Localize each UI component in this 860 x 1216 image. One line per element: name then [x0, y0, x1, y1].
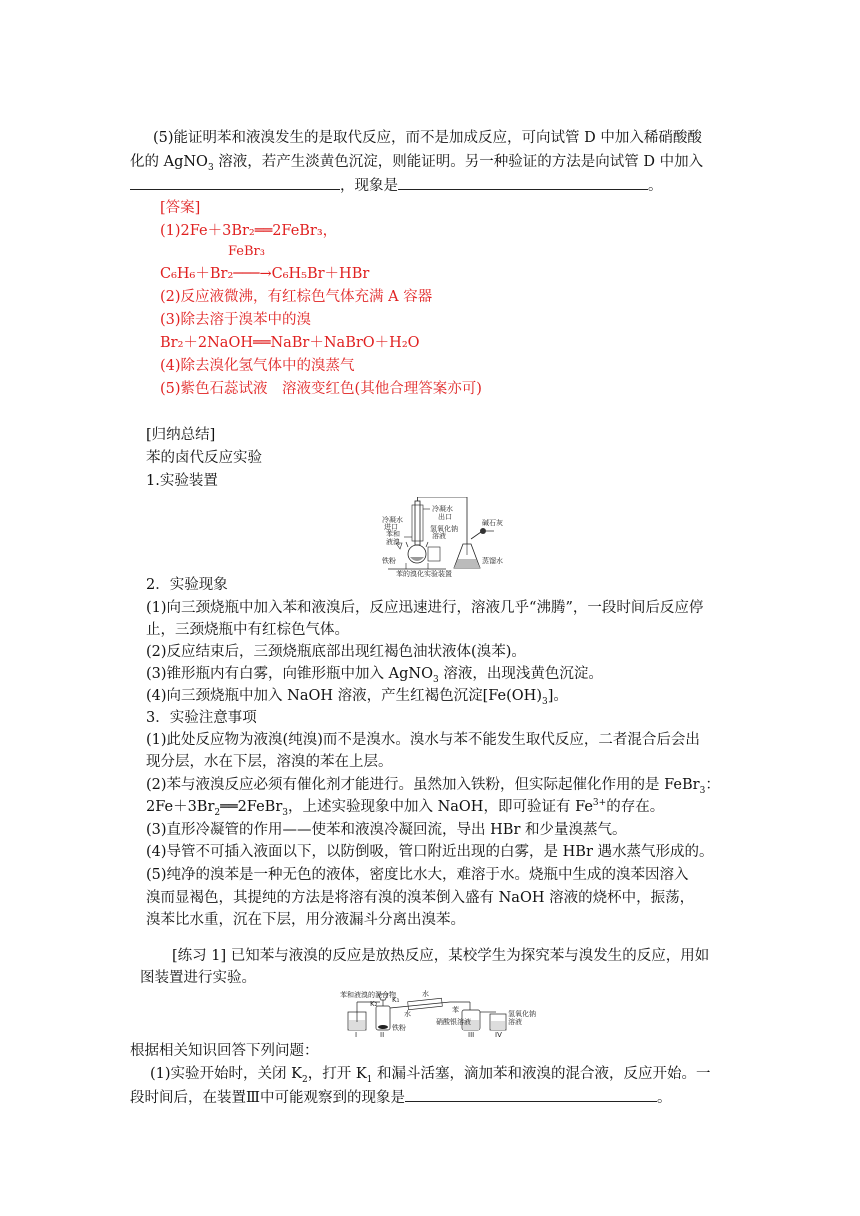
- subscript: 2: [301, 1074, 308, 1085]
- text: 和漏斗活塞，滴加苯和液溴的混合液，反应开始。一: [372, 1066, 711, 1082]
- label-II: II: [380, 1031, 385, 1038]
- superscript: 3+: [592, 798, 607, 809]
- note-1: (1)此处反应物为液溴(纯溴)而不是溴水。溴水与苯不能发生取代反应，二者混合后会出: [146, 732, 700, 748]
- subscript: 3: [432, 674, 439, 685]
- practice-q1-line-2: [130, 1087, 671, 1108]
- text: (4)向三颈烧瓶中加入 NaOH 溶液，产生红褐色沉淀[Fe(OH): [146, 688, 542, 704]
- water-label: 水: [422, 990, 429, 998]
- k2-label: K₂: [370, 1000, 378, 1008]
- catalyst-label: FeBr₃: [228, 244, 265, 259]
- iron-powder-label: 铁粉: [392, 1024, 406, 1032]
- q5-line-3: [130, 175, 663, 196]
- q5-line-2: [130, 152, 703, 172]
- note-4: (4)导管不可插入液面以下，以防倒吸，管口附近出现的白雾，是 HBr 遇水蒸气形成的。: [146, 844, 714, 860]
- subscript: 3: [541, 696, 548, 707]
- naoh-label: 氢氧化钠: [508, 1010, 536, 1018]
- benzene-label: 苯和: [386, 530, 400, 538]
- water-label: 水: [404, 1010, 411, 1018]
- practice-line-3: 根据相关知识回答下列问题：: [130, 1043, 319, 1059]
- answer-5: (5)紫色石蕊试液 溶液变红色(其他合理答案亦可): [160, 381, 482, 397]
- text: ：: [705, 777, 720, 793]
- benzene-label: 苯: [452, 1006, 459, 1014]
- text: ]。: [547, 688, 568, 704]
- naoh-label: 氢氧化钠: [430, 525, 458, 533]
- text: ，上述实验现象中加入 NaOH，即可验证有 Fe: [287, 799, 593, 815]
- note-1-cont: 现分层，水在下层，溶溴的苯在上层。: [146, 754, 393, 770]
- note-5-cont: 溴而显褐色，其提纯的方法是将溶有溴的溴苯倒入盛有 NaOH 溶液的烧杯中，振荡，: [146, 890, 695, 906]
- k1-label: K₁: [392, 996, 400, 1004]
- answer-blank[interactable]: [130, 175, 340, 190]
- condenser-water-out-label: 冷凝水: [432, 505, 453, 513]
- answer-3-equation: Br₂＋2NaOH══NaBr＋NaBrO＋H₂O: [160, 335, 420, 351]
- q5-text: 。: [648, 178, 663, 194]
- phenomenon-2: (2)反应结束后，三颈烧瓶底部出现红褐色油状液体(溴苯)。: [146, 644, 526, 660]
- practice-line-1: [练习 1] 已知苯与液溴的反应是放热反应，某校学生为探究苯与溴发生的反应，用如: [172, 948, 710, 964]
- distilled-water-label: 蒸馏水: [482, 557, 503, 565]
- section-2-heading: 2．实验现象: [146, 577, 228, 593]
- summary-title: 苯的卤代反应实验: [146, 450, 262, 466]
- note-2: [146, 775, 720, 795]
- q5-text: 化的 AgNO: [130, 154, 208, 170]
- text: 段时间后，在装置Ⅲ中可能观察到的现象是: [130, 1090, 405, 1106]
- text: (1)实验开始时，关闭 K: [150, 1066, 302, 1082]
- label-IV: IV: [495, 1031, 502, 1038]
- answer-blank[interactable]: [398, 175, 648, 190]
- mixture-label: 苯和液溴的混合物: [340, 991, 396, 999]
- inlet-label: 进口: [384, 523, 398, 531]
- outlet-label: 出口: [438, 513, 452, 521]
- text: 的存在。: [606, 799, 665, 815]
- answer-label: [答案]: [160, 200, 201, 216]
- subscript: 2: [214, 807, 221, 818]
- phenomenon-4: [146, 686, 568, 706]
- liquid-bromine-label: 液溴: [386, 538, 400, 546]
- answer-1-equation: C₆H₆＋Br₂───→C₆H₅Br＋HBr: [160, 266, 370, 282]
- answer-2: (2)反应液微沸，有红棕色气体充满 A 容器: [160, 289, 433, 305]
- q5-line-1: (5)能证明苯和液溴发生的是取代反应，而不是加成反应，可向试管 D 中加入稀硝酸酸: [153, 130, 702, 146]
- section-3-heading: 3．实验注意事项: [146, 710, 257, 726]
- subscript: 1: [366, 1074, 373, 1085]
- naoh-solution-label: 溶液: [508, 1018, 522, 1026]
- q5-text: 溶液，若产生淡黄色沉淀，则能证明。另一种验证的方法是向试管 D 中加入: [213, 154, 704, 170]
- label-III: III: [468, 1031, 475, 1038]
- condenser-water-in-label: 冷凝水: [382, 516, 403, 524]
- text: ，打开 K: [307, 1066, 367, 1082]
- subscript: 3: [282, 807, 288, 818]
- note-5-cont-2: 溴苯比水重，沉在下层，用分液漏斗分离出溴苯。: [146, 912, 465, 928]
- practice-line-2: 图装置进行实验。: [140, 970, 256, 986]
- silver-nitrate-label: 硝酸银溶液: [436, 1018, 471, 1026]
- naoh-solution-label: 溶液: [432, 532, 446, 540]
- answer-4: (4)除去溴化氢气体中的溴蒸气: [160, 358, 355, 374]
- summary-label: [归纳总结]: [146, 427, 216, 443]
- text: (3)锥形瓶内有白雾，向锥形瓶中加入 AgNO: [146, 666, 433, 682]
- label-I: I: [355, 1031, 358, 1038]
- phenomenon-3: [146, 664, 603, 684]
- note-5: (5)纯净的溴苯是一种无色的液体，密度比水大，难溶于水。烧瓶中生成的溴苯因溶入: [146, 867, 689, 883]
- subscript: 3: [699, 785, 706, 796]
- note-2-cont: [146, 797, 664, 817]
- apparatus-figure-2: [340, 990, 536, 1038]
- text: 2Fe＋3Br: [146, 799, 215, 815]
- answer-1: (1)2Fe＋3Br₂══2FeBr₃，: [160, 223, 338, 239]
- iron-powder-label: 铁粉: [382, 557, 396, 565]
- note-3: (3)直形冷凝管的作用——使苯和液溴冷凝回流，导出 HBr 和少量溴蒸气。: [146, 822, 627, 838]
- q5-text: ，现象是: [340, 178, 398, 194]
- practice-q1-line-1: [150, 1064, 711, 1084]
- phenomenon-1: (1)向三颈烧瓶中加入苯和液溴后，反应迅速进行，溶液几乎“沸腾”，一段时间后反应停: [146, 600, 704, 616]
- phenomenon-1-cont: 止，三颈烧瓶中有红棕色气体。: [146, 622, 349, 638]
- text: 。: [656, 1090, 672, 1106]
- answer-blank[interactable]: [405, 1087, 657, 1102]
- apparatus-figure-1: [368, 497, 520, 579]
- figure-caption: 苯的溴化实验装置: [396, 570, 452, 578]
- section-1-heading: 1.实验装置: [146, 473, 218, 489]
- text: ══2FeBr: [220, 799, 283, 815]
- text: (2)苯与液溴反应必须有催化剂才能进行。虽然加入铁粉，但实际起催化作用的是 FeBr: [146, 777, 700, 793]
- subscript: 3: [207, 162, 214, 173]
- text: 溶液，出现浅黄色沉淀。: [438, 666, 603, 682]
- answer-3: (3)除去溶于溴苯中的溴: [160, 312, 312, 328]
- soda-lime-label: 碱石灰: [482, 519, 503, 527]
